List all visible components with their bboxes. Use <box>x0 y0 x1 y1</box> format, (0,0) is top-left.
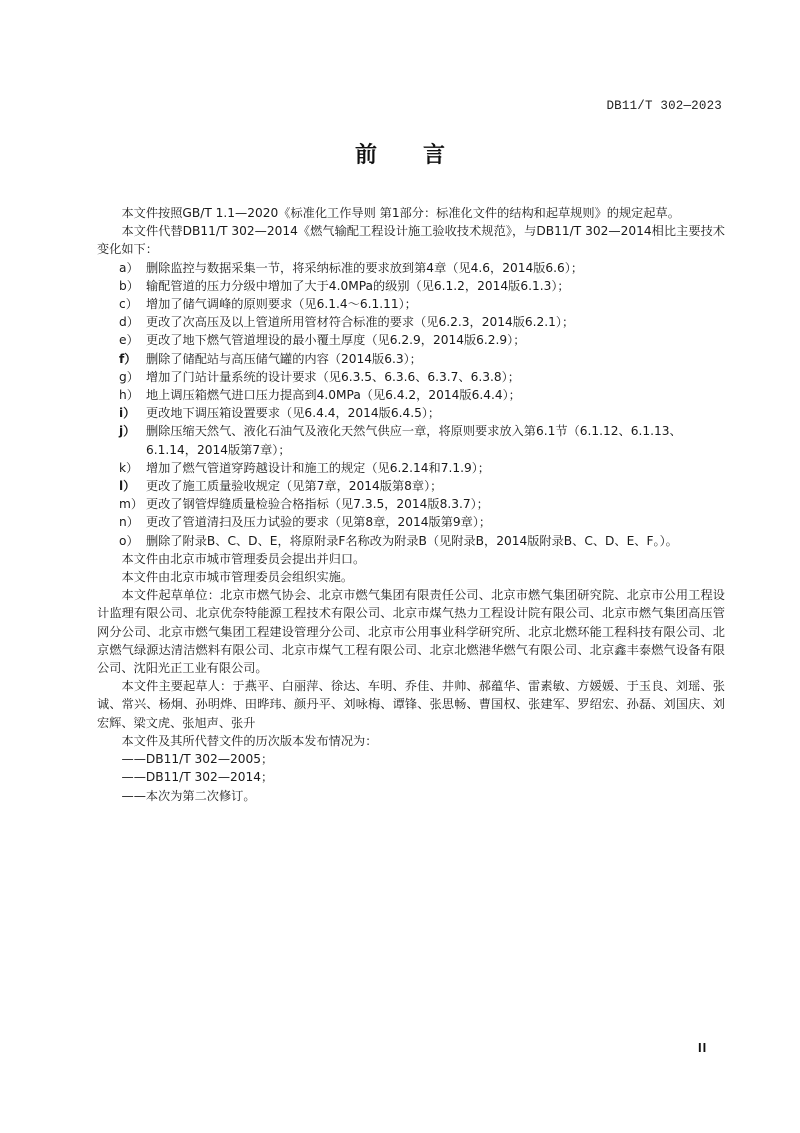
paragraph-drafters: 本文件主要起草人：于燕平、白丽萍、徐达、车明、乔佳、井帅、郝蕴华、雷素敏、方媛媛、于玉良、刘瑶、张诚、常兴、杨炯、孙明烨、田晔玮、颜丹平、刘咏梅、谭锋、张思畅、曹国权、张建军、罗绍宏、孙磊、刘国庆、刘宏辉、梁文虎、张旭声、张升 <box>97 679 725 730</box>
list-item: m） 更改了钢管焊缝质量检验合格指标（见7.3.5，2014版8.3.7）； <box>119 497 489 512</box>
list-item: j） 删除压缩天然气、液化石油气及液化天然气供应一章，将原则要求放入第6.1节（6.1.12、6.1.13、6.1.14，2014版第7章）； <box>119 424 682 457</box>
document-code: DB11/T 302—2023 <box>606 99 722 113</box>
list-item: n） 更改了管道清扫及压力试验的要求（见第8章，2014版第9章）； <box>119 515 492 530</box>
paragraph-history-intro: 本文件及其所代替文件的历次版本发布情况为： <box>121 733 378 748</box>
paragraph-implementer: 本文件由北京市城市管理委员会组织实施。 <box>121 570 354 585</box>
paragraph-drafting-rule: 本文件按照GB/T 1.1—2020《标准化工作导则 第1部分：标准化文件的结构和起草规则》的规定起草。 <box>121 206 680 220</box>
paragraph-drafting-units: 本文件起草单位：北京市燃气协会、北京市燃气集团有限责任公司、北京市燃气集团研究院、北京市公用工程设计监理有限公司、北京优奈特能源工程技术有限公司、北京市煤气热力工程设计院有限公司、北京市燃气集团高压管网分公司、北京市燃气集团工程建设管理分公司、北京市公用事业科学研究所、北京北燃环能工程科技有限公司、北京燃气绿源达清洁燃料有限公司、北京市煤气工程有限公司、北京北燃港华燃气有限公司、北京鑫丰泰燃气设备有限公司、沈阳光正工业有限公司。 <box>97 588 725 676</box>
page-title <box>0 138 800 169</box>
list-item: d） 更改了次高压及以上管道所用管材符合标准的要求（见6.2.3，2014版6.2.1）； <box>119 315 575 330</box>
list-item: i） 更改地下调压箱设置要求（见6.4.4，2014版6.4.5）； <box>119 406 441 421</box>
list-item: l） 更改了施工质量验收规定（见第7章，2014版第8章）； <box>119 479 443 494</box>
list-item: a） 删除监控与数据采集一节，将采纳标准的要求放到第4章（见4.6，2014版6.6）； <box>119 260 584 275</box>
list-item: c） 增加了储气调峰的原则要求（见6.1.4～6.1.11）； <box>119 297 417 312</box>
list-item: k） 增加了燃气管道穿跨越设计和施工的规定（见6.2.14和7.1.9）； <box>119 460 490 475</box>
list-item: g） 增加了门站计量系统的设计要求（见6.3.5、6.3.6、6.3.7、6.3.8）； <box>119 369 520 384</box>
list-item: b） 输配管道的压力分级中增加了大于4.0MPa的级别（见6.1.2，2014版6.1.3）； <box>119 278 570 293</box>
list-item: o） 删除了附录B、C、D、E，将原附录F名称改为附录B（见附录B，2014版附录B、C、D、E、F。）。 <box>119 533 678 548</box>
page-number: II <box>698 1040 708 1055</box>
changes-list <box>97 259 725 550</box>
list-item: h） 地上调压箱燃气进口压力提高到4.0MPa（见6.4.2，2014版6.4.4）； <box>119 388 521 403</box>
list-item: f） 删除了储配站与高压储气罐的内容（2014版6.3）； <box>119 351 422 366</box>
title-char-2: 言 <box>423 143 446 168</box>
paragraph-proposer: 本文件由北京市城市管理委员会提出并归口。 <box>121 551 366 566</box>
history-item: ——DB11/T 302—2005； <box>121 752 274 767</box>
paragraph-replaces: 本文件代替DB11/T 302—2014《燃气输配工程设计施工验收技术规范》，与DB11/T 302—2014相比主要技术变化如下： <box>97 224 725 257</box>
foreword-body <box>97 204 725 805</box>
history-item: ——DB11/T 302—2014； <box>121 770 274 785</box>
title-char-1: 前 <box>354 143 377 168</box>
history-item: ——本次为第二次修订。 <box>121 788 256 803</box>
list-item: e） 更改了地下燃气管道埋设的最小覆土厚度（见6.2.9，2014版6.2.9）； <box>119 333 526 348</box>
